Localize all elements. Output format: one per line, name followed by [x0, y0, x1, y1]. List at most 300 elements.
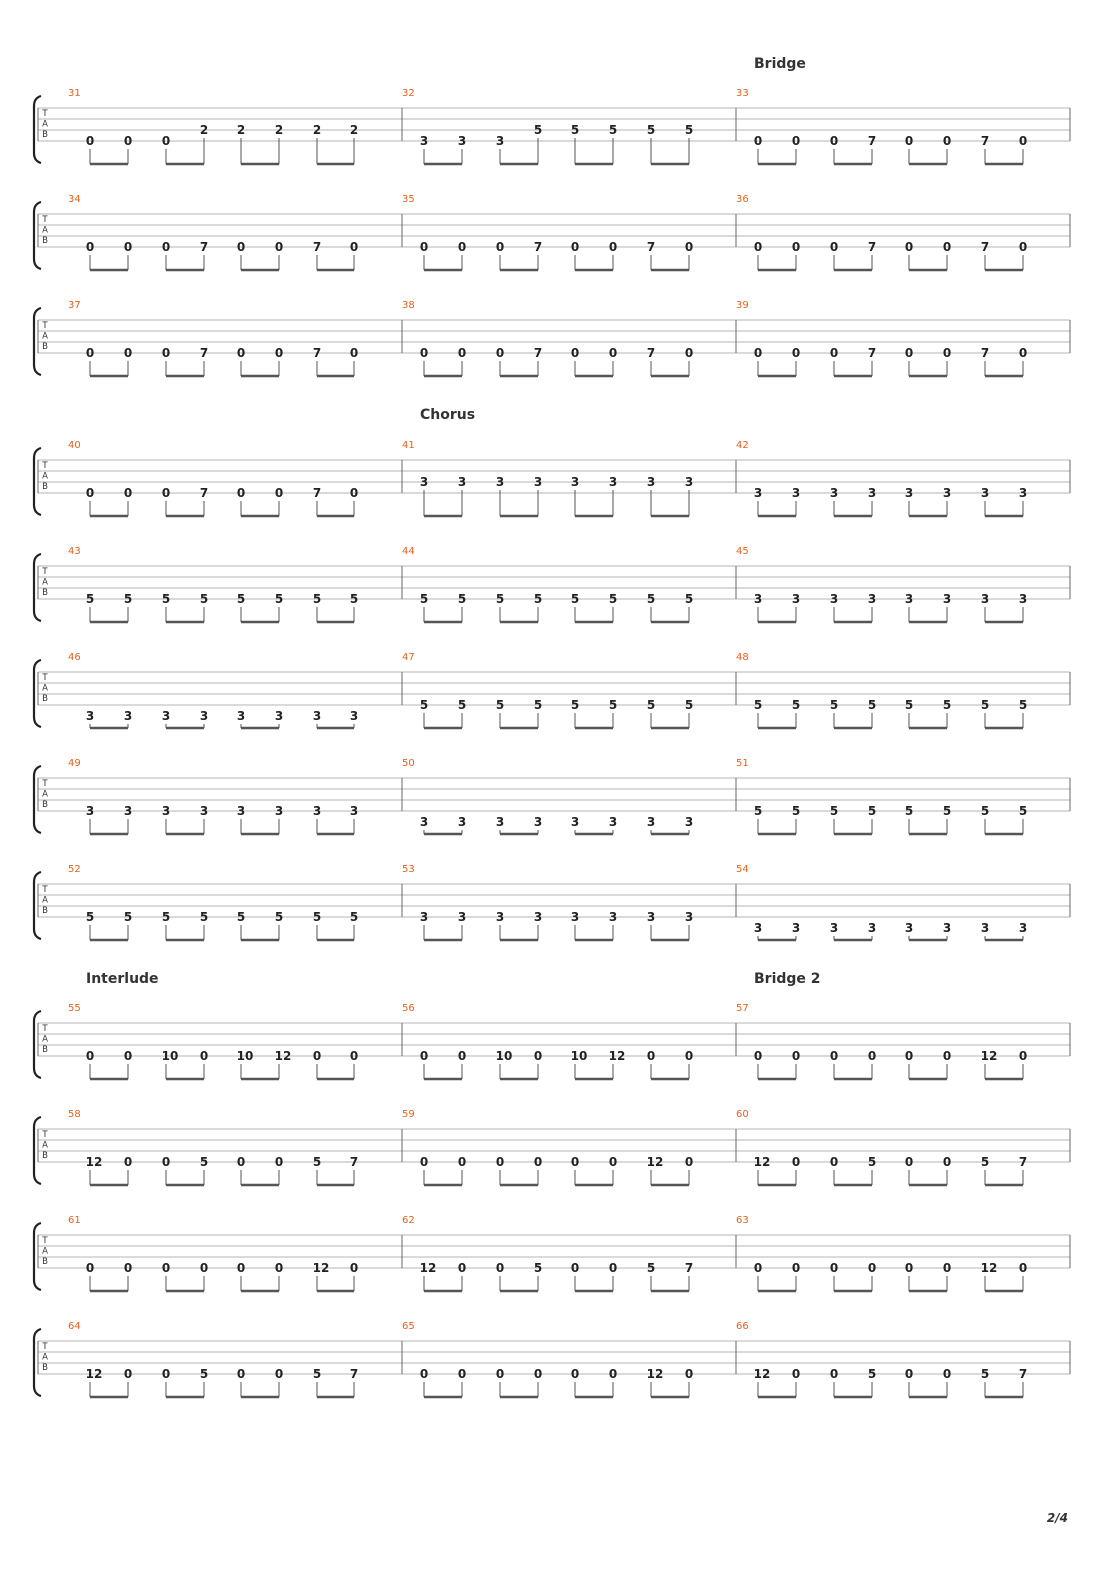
fret-number: 0 [495, 346, 505, 360]
fret-number: 7 [867, 346, 877, 360]
fret-number: 0 [608, 1261, 618, 1275]
tab-clef-letter: T [42, 1236, 48, 1246]
fret-number: 5 [791, 804, 801, 818]
fret-number: 0 [753, 1049, 763, 1063]
fret-number: 0 [85, 1261, 95, 1275]
fret-number: 12 [608, 1049, 626, 1063]
fret-number: 5 [646, 1261, 656, 1275]
fret-number: 0 [1018, 134, 1028, 148]
fret-number: 0 [274, 1261, 284, 1275]
measure-number: 63 [736, 1215, 749, 1226]
fret-number: 5 [684, 123, 694, 137]
fret-number: 0 [791, 1367, 801, 1381]
fret-number: 0 [495, 1261, 505, 1275]
fret-number: 5 [457, 592, 467, 606]
fret-number: 5 [236, 592, 246, 606]
fret-number: 3 [646, 475, 656, 489]
fret-number: 3 [495, 475, 505, 489]
fret-number: 0 [457, 1261, 467, 1275]
tab-clef-letter: B [42, 482, 48, 492]
fret-number: 12 [980, 1261, 998, 1275]
fret-number: 3 [419, 475, 429, 489]
fret-number: 7 [980, 240, 990, 254]
fret-number: 3 [349, 709, 359, 723]
fret-number: 0 [457, 240, 467, 254]
fret-number: 0 [829, 134, 839, 148]
fret-number: 0 [570, 240, 580, 254]
fret-number: 0 [904, 1367, 914, 1381]
fret-number: 5 [753, 804, 763, 818]
fret-number: 10 [161, 1049, 179, 1063]
fret-number: 3 [495, 134, 505, 148]
measure-number: 42 [736, 440, 749, 451]
fret-number: 2 [199, 123, 209, 137]
tab-clef-letter: B [42, 800, 48, 810]
fret-number: 0 [236, 1261, 246, 1275]
fret-number: 12 [646, 1155, 664, 1169]
fret-number: 0 [274, 240, 284, 254]
fret-number: 0 [457, 1367, 467, 1381]
fret-number: 0 [85, 346, 95, 360]
fret-number: 7 [867, 134, 877, 148]
fret-number: 5 [199, 1155, 209, 1169]
fret-number: 0 [161, 346, 171, 360]
measure-number: 31 [68, 88, 81, 99]
fret-number: 3 [533, 815, 543, 829]
fret-number: 0 [684, 1155, 694, 1169]
tab-clef-letter: A [42, 119, 48, 130]
fret-number: 0 [419, 240, 429, 254]
fret-number: 7 [199, 240, 209, 254]
fret-number: 7 [646, 240, 656, 254]
fret-number: 0 [199, 1261, 209, 1275]
measure-number: 46 [68, 652, 81, 663]
fret-number: 0 [570, 346, 580, 360]
fret-number: 0 [684, 1367, 694, 1381]
fret-number: 7 [312, 486, 322, 500]
fret-number: 0 [829, 1261, 839, 1275]
fret-number: 0 [495, 1367, 505, 1381]
fret-number: 7 [867, 240, 877, 254]
tab-clef-letter: B [42, 236, 48, 246]
fret-number: 0 [85, 134, 95, 148]
fret-number: 3 [236, 804, 246, 818]
fret-number: 3 [867, 486, 877, 500]
measure-number: 40 [68, 440, 81, 451]
fret-number: 5 [684, 698, 694, 712]
tab-clef-letter: A [42, 1246, 48, 1257]
fret-number: 5 [533, 592, 543, 606]
fret-number: 3 [1018, 592, 1028, 606]
fret-number: 0 [942, 1367, 952, 1381]
fret-number: 3 [791, 486, 801, 500]
fret-number: 2 [274, 123, 284, 137]
fret-number: 0 [123, 1049, 133, 1063]
fret-number: 5 [829, 698, 839, 712]
fret-number: 12 [753, 1367, 771, 1381]
fret-number: 0 [904, 346, 914, 360]
fret-number: 3 [646, 815, 656, 829]
fret-number: 5 [161, 910, 171, 924]
fret-number: 0 [753, 1261, 763, 1275]
measure-number: 52 [68, 864, 81, 875]
fret-number: 0 [829, 1367, 839, 1381]
fret-number: 0 [942, 1155, 952, 1169]
fret-number: 7 [349, 1155, 359, 1169]
fret-number: 3 [904, 592, 914, 606]
fret-number: 0 [942, 346, 952, 360]
tab-clef-letter: B [42, 342, 48, 352]
tab-clef-letter: T [42, 461, 48, 471]
fret-number: 0 [533, 1367, 543, 1381]
fret-number: 3 [457, 134, 467, 148]
fret-number: 5 [274, 910, 284, 924]
fret-number: 5 [419, 592, 429, 606]
fret-number: 0 [161, 1155, 171, 1169]
fret-number: 5 [312, 1155, 322, 1169]
fret-number: 5 [457, 698, 467, 712]
fret-number: 3 [236, 709, 246, 723]
fret-number: 0 [495, 1155, 505, 1169]
fret-number: 5 [608, 123, 618, 137]
fret-number: 5 [684, 592, 694, 606]
fret-number: 5 [123, 592, 133, 606]
fret-number: 7 [1018, 1155, 1028, 1169]
measure-number: 49 [68, 758, 81, 769]
fret-number: 0 [829, 240, 839, 254]
tab-clef-letter: B [42, 1045, 48, 1055]
tab-clef-letter: B [42, 694, 48, 704]
tab-clef-letter: A [42, 789, 48, 800]
fret-number: 0 [791, 1049, 801, 1063]
tab-clef-letter: T [42, 567, 48, 577]
section-label: Interlude [86, 971, 159, 987]
fret-number: 7 [980, 346, 990, 360]
fret-number: 3 [161, 709, 171, 723]
fret-number: 0 [349, 1049, 359, 1063]
measure-number: 66 [736, 1321, 749, 1332]
tab-clef-letter: B [42, 1151, 48, 1161]
fret-number: 0 [1018, 346, 1028, 360]
fret-number: 0 [236, 1367, 246, 1381]
fret-number: 0 [161, 134, 171, 148]
tab-clef-letter: T [42, 1024, 48, 1034]
fret-number: 0 [904, 1049, 914, 1063]
measure-number: 41 [402, 440, 415, 451]
measure-number: 61 [68, 1215, 81, 1226]
fret-number: 0 [457, 1155, 467, 1169]
fret-number: 3 [829, 592, 839, 606]
fret-number: 0 [85, 1049, 95, 1063]
fret-number: 5 [533, 1261, 543, 1275]
measure-number: 36 [736, 194, 749, 205]
fret-number: 0 [533, 1049, 543, 1063]
tab-clef-letter: A [42, 1140, 48, 1151]
fret-number: 0 [942, 1261, 952, 1275]
measure-number: 60 [736, 1109, 749, 1120]
fret-number: 0 [349, 486, 359, 500]
fret-number: 3 [980, 592, 990, 606]
fret-number: 5 [753, 698, 763, 712]
fret-number: 5 [867, 698, 877, 712]
fret-number: 3 [312, 709, 322, 723]
fret-number: 3 [123, 804, 133, 818]
section-label: Bridge [754, 56, 806, 72]
fret-number: 10 [570, 1049, 588, 1063]
tab-clef-letter: A [42, 1034, 48, 1045]
fret-number: 5 [533, 698, 543, 712]
fret-number: 5 [570, 698, 580, 712]
tab-clef-letter: A [42, 577, 48, 588]
fret-number: 5 [161, 592, 171, 606]
fret-number: 5 [495, 698, 505, 712]
fret-number: 0 [570, 1367, 580, 1381]
fret-number: 5 [646, 123, 656, 137]
fret-number: 3 [684, 815, 694, 829]
tab-clef-letter: T [42, 1130, 48, 1140]
tab-clef-letter: T [42, 779, 48, 789]
fret-number: 0 [349, 1261, 359, 1275]
fret-number: 3 [1018, 921, 1028, 935]
measure-number: 38 [402, 300, 415, 311]
fret-number: 5 [349, 910, 359, 924]
fret-number: 3 [570, 815, 580, 829]
tab-clef-letter: A [42, 471, 48, 482]
fret-number: 3 [608, 910, 618, 924]
fret-number: 0 [236, 240, 246, 254]
fret-number: 5 [904, 804, 914, 818]
section-label: Chorus [420, 407, 476, 423]
fret-number: 5 [942, 804, 952, 818]
tab-clef-letter: B [42, 906, 48, 916]
fret-number: 12 [646, 1367, 664, 1381]
fret-number: 3 [85, 804, 95, 818]
fret-number: 0 [791, 1155, 801, 1169]
fret-number: 0 [274, 1155, 284, 1169]
tab-clef-letter: A [42, 225, 48, 236]
fret-number: 0 [867, 1049, 877, 1063]
fret-number: 0 [85, 486, 95, 500]
fret-number: 0 [236, 346, 246, 360]
fret-number: 0 [312, 1049, 322, 1063]
fret-number: 2 [349, 123, 359, 137]
fret-number: 0 [1018, 240, 1028, 254]
measure-number: 53 [402, 864, 415, 875]
fret-number: 3 [942, 592, 952, 606]
fret-number: 0 [123, 1155, 133, 1169]
measure-number: 33 [736, 88, 749, 99]
fret-number: 0 [608, 346, 618, 360]
section-label: Bridge 2 [754, 971, 821, 987]
fret-number: 0 [791, 240, 801, 254]
fret-number: 0 [829, 346, 839, 360]
fret-number: 3 [495, 815, 505, 829]
fret-number: 12 [274, 1049, 292, 1063]
fret-number: 3 [829, 921, 839, 935]
fret-number: 0 [791, 346, 801, 360]
fret-number: 0 [419, 1367, 429, 1381]
page-number: 2/4 [1046, 1511, 1068, 1525]
fret-number: 5 [791, 698, 801, 712]
measure-number: 39 [736, 300, 749, 311]
fret-number: 3 [457, 815, 467, 829]
fret-number: 5 [236, 910, 246, 924]
fret-number: 0 [753, 240, 763, 254]
fret-number: 0 [608, 240, 618, 254]
fret-number: 2 [236, 123, 246, 137]
fret-number: 7 [312, 346, 322, 360]
fret-number: 5 [312, 910, 322, 924]
fret-number: 0 [457, 1049, 467, 1063]
fret-number: 7 [349, 1367, 359, 1381]
fret-number: 0 [123, 134, 133, 148]
fret-number: 5 [829, 804, 839, 818]
fret-number: 3 [495, 910, 505, 924]
fret-number: 0 [161, 1367, 171, 1381]
fret-number: 3 [753, 592, 763, 606]
fret-number: 5 [533, 123, 543, 137]
fret-number: 5 [867, 804, 877, 818]
fret-number: 3 [829, 486, 839, 500]
fret-number: 3 [753, 921, 763, 935]
tab-clef-letter: A [42, 331, 48, 342]
measure-number: 58 [68, 1109, 81, 1120]
measure-number: 65 [402, 1321, 415, 1332]
fret-number: 5 [199, 592, 209, 606]
tab-clef-letter: T [42, 215, 48, 225]
fret-number: 3 [904, 921, 914, 935]
measure-number: 54 [736, 864, 749, 875]
fret-number: 5 [904, 698, 914, 712]
fret-number: 0 [942, 134, 952, 148]
fret-number: 3 [419, 910, 429, 924]
fret-number: 0 [867, 1261, 877, 1275]
fret-number: 3 [791, 592, 801, 606]
fret-number: 10 [236, 1049, 254, 1063]
measure-number: 34 [68, 194, 81, 205]
measure-number: 35 [402, 194, 415, 205]
fret-number: 3 [570, 910, 580, 924]
measure-number: 45 [736, 546, 749, 557]
fret-number: 0 [495, 240, 505, 254]
fret-number: 0 [570, 1155, 580, 1169]
fret-number: 5 [495, 592, 505, 606]
fret-number: 0 [274, 1367, 284, 1381]
fret-number: 5 [85, 910, 95, 924]
measure-number: 37 [68, 300, 81, 311]
measure-number: 51 [736, 758, 749, 769]
fret-number: 5 [980, 1367, 990, 1381]
fret-number: 0 [161, 486, 171, 500]
fret-number: 0 [753, 134, 763, 148]
fret-number: 5 [608, 592, 618, 606]
fret-number: 3 [942, 486, 952, 500]
fret-number: 0 [684, 346, 694, 360]
measure-number: 48 [736, 652, 749, 663]
fret-number: 0 [161, 240, 171, 254]
fret-number: 0 [646, 1049, 656, 1063]
fret-number: 0 [829, 1155, 839, 1169]
fret-number: 3 [533, 475, 543, 489]
fret-number: 0 [419, 1049, 429, 1063]
fret-number: 3 [867, 921, 877, 935]
fret-number: 0 [942, 1049, 952, 1063]
fret-number: 5 [199, 910, 209, 924]
fret-number: 3 [867, 592, 877, 606]
tab-clef-letter: B [42, 1363, 48, 1373]
fret-number: 0 [791, 1261, 801, 1275]
fret-number: 7 [646, 346, 656, 360]
fret-number: 3 [942, 921, 952, 935]
fret-number: 5 [274, 592, 284, 606]
tab-clef-letter: A [42, 1352, 48, 1363]
fret-number: 3 [457, 475, 467, 489]
fret-number: 3 [904, 486, 914, 500]
fret-number: 12 [85, 1367, 103, 1381]
fret-number: 5 [1018, 804, 1028, 818]
fret-number: 3 [85, 709, 95, 723]
fret-number: 0 [791, 134, 801, 148]
fret-number: 0 [419, 346, 429, 360]
fret-number: 5 [570, 592, 580, 606]
fret-number: 12 [85, 1155, 103, 1169]
fret-number: 0 [904, 1261, 914, 1275]
fret-number: 7 [199, 346, 209, 360]
fret-number: 0 [1018, 1049, 1028, 1063]
fret-number: 0 [274, 346, 284, 360]
fret-number: 5 [349, 592, 359, 606]
fret-number: 0 [904, 1155, 914, 1169]
fret-number: 2 [312, 123, 322, 137]
fret-number: 0 [123, 346, 133, 360]
fret-number: 5 [980, 698, 990, 712]
fret-number: 3 [791, 921, 801, 935]
fret-number: 3 [533, 910, 543, 924]
fret-number: 7 [980, 134, 990, 148]
measure-number: 57 [736, 1003, 749, 1014]
fret-number: 3 [274, 804, 284, 818]
fret-number: 0 [942, 240, 952, 254]
fret-number: 12 [419, 1261, 437, 1275]
fret-number: 3 [199, 804, 209, 818]
fret-number: 0 [161, 1261, 171, 1275]
fret-number: 5 [980, 804, 990, 818]
fret-number: 3 [349, 804, 359, 818]
fret-number: 12 [980, 1049, 998, 1063]
fret-number: 3 [312, 804, 322, 818]
fret-number: 0 [274, 486, 284, 500]
fret-number: 7 [199, 486, 209, 500]
fret-number: 0 [684, 240, 694, 254]
fret-number: 7 [533, 240, 543, 254]
fret-number: 3 [1018, 486, 1028, 500]
fret-number: 5 [867, 1155, 877, 1169]
tab-clef-letter: B [42, 1257, 48, 1267]
measure-number: 44 [402, 546, 415, 557]
fret-number: 5 [867, 1367, 877, 1381]
fret-number: 3 [608, 815, 618, 829]
fret-number: 0 [199, 1049, 209, 1063]
tab-clef-letter: T [42, 1342, 48, 1352]
measure-number: 50 [402, 758, 415, 769]
fret-number: 0 [349, 346, 359, 360]
fret-number: 0 [123, 486, 133, 500]
fret-number: 0 [123, 240, 133, 254]
fret-number: 5 [1018, 698, 1028, 712]
tab-clef-letter: B [42, 588, 48, 598]
fret-number: 3 [274, 709, 284, 723]
fret-number: 0 [753, 346, 763, 360]
